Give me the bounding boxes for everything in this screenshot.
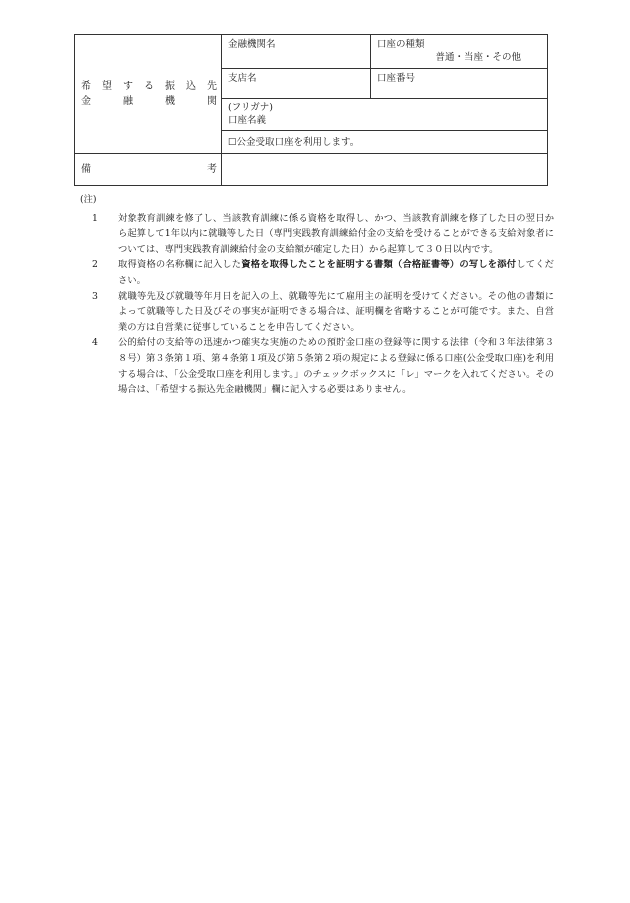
note-number: 1 — [92, 212, 98, 224]
branch-name-label: 支店名 — [228, 73, 257, 84]
bank-name-field[interactable] — [222, 35, 371, 69]
remarks-field[interactable] — [222, 154, 548, 186]
account-type-label: 口座の種類 — [377, 39, 425, 50]
branch-name-field[interactable] — [222, 69, 371, 99]
public-account-text: 公金受取口座を利用します。 — [236, 137, 360, 148]
note-number: 3 — [92, 290, 98, 302]
account-holder-label: 口座名義 — [228, 115, 267, 126]
account-number-field[interactable] — [371, 69, 548, 99]
account-holder-field[interactable] — [222, 99, 548, 131]
account-number-label: 口座番号 — [377, 73, 416, 84]
note-item-4 — [80, 335, 554, 397]
transfer-institution-label-cell — [75, 35, 222, 154]
note-number: 4 — [92, 337, 98, 349]
note-item-1 — [80, 211, 554, 258]
bank-name-label: 金融機関名 — [228, 39, 276, 50]
remarks-label-cell — [75, 154, 222, 186]
note-text-bold: 資格を取得したことを証明する書類（合格証書等）の写しを添付 — [241, 259, 517, 271]
note-item-2 — [80, 257, 554, 288]
notes-section — [80, 192, 554, 398]
furigana-label: (フリガナ) — [228, 102, 273, 113]
account-type-field[interactable] — [371, 35, 548, 69]
note-text: 公的給付の支給等の迅速かつ確実な実施のための預貯金口座の登録等に関する法律（令和３年法律第３８号）第３条第１項、第４条第１項及び第５条第２項の規定による登録に係る口座(公金受取口座)を利用する場合は、「公金受取口座を利用します。」のチェックボックスに「レ」マークを入れてください。その場合は、「希望する振込先金融機関」欄に記入する必要はありません。 — [118, 337, 554, 396]
notes-heading: (注) — [80, 194, 97, 205]
note-text-before: 取得資格の名称欄に記入した — [118, 259, 242, 271]
account-type-options: 普通・当座・その他 — [435, 52, 521, 63]
transfer-label-line2: 金融機関 — [81, 96, 217, 107]
note-item-3 — [80, 289, 554, 336]
remarks-label: 備考 — [81, 164, 217, 175]
public-account-checkbox[interactable]: ☐ — [228, 137, 237, 148]
note-text: 就職等先及び就職等年月日を記入の上、就職等先にて雇用主の証明を受けてください。その他の書類によって就職等した日及びその事実が証明できる場合は、証明欄を省略することが可能です。また、自営業の方は自営業に従事していることを申告してください。 — [118, 290, 554, 333]
note-text-after: してください。 — [118, 259, 554, 286]
note-number: 2 — [92, 259, 98, 271]
public-account-row — [222, 131, 548, 154]
note-text — [106, 257, 554, 288]
transfer-label-line1: 希望する振込先 — [81, 81, 217, 92]
bank-account-form-table — [74, 34, 548, 186]
note-text: 対象教育訓練を修了し、当該教育訓練に係る資格を取得し、かつ、当該教育訓練を修了した日の翌日から起算して1年以内に就職等した日（専門実践教育訓練給付金の支給を受けることができる支給対象者については、専門実践教育訓練給付金の支給額が確定した日）から起算して３０日以内です。 — [118, 212, 554, 255]
